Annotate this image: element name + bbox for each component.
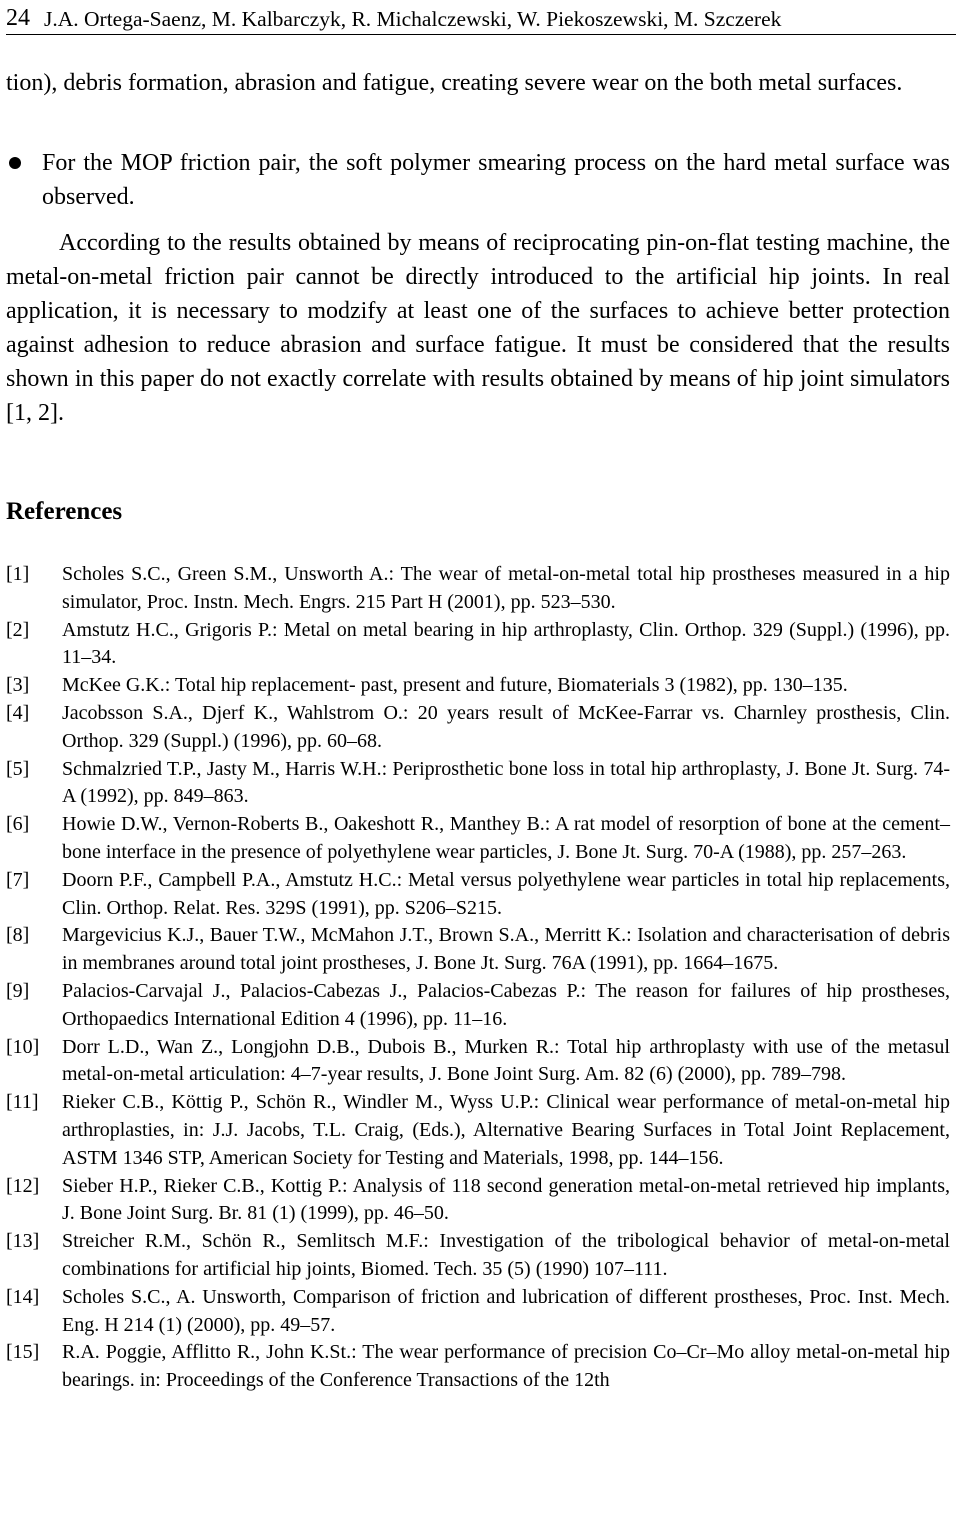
reference-item (6, 1173, 950, 1229)
reference-text: Doorn P.F., Campbell P.A., Amstutz H.C.: Metal versus polyethylene wear particles in total hip replacements, Clin. Orthop. Relat. Res. 329S (1991), pp. S206–S215. (62, 868, 950, 919)
reference-text: R.A. Poggie, Afflitto R., John K.St.: The wear performance of precision Co–Cr–Mo alloy metal-on-metal hip bearings. in: Proceedings of the Conference Transactions of the 12th (62, 1341, 950, 1392)
reference-item (6, 922, 950, 978)
reference-number: [10] (6, 1035, 40, 1058)
reference-text: Jacobsson S.A., Djerf K., Wahlstrom O.: 20 years result of McKee-Farrar vs. Charnley prosthesis, Clin. Orthop. 329 (Suppl.) (1996), pp. 60–68. (62, 701, 950, 752)
running-header (6, 4, 956, 35)
reference-item (6, 756, 950, 812)
reference-number: [12] (6, 1174, 40, 1197)
references-list (6, 561, 950, 1395)
reference-number: [4] (6, 701, 30, 724)
reference-number: [9] (6, 979, 30, 1002)
reference-number: [11] (6, 1091, 39, 1114)
bullet-icon (9, 157, 21, 169)
reference-item (6, 1339, 950, 1395)
reference-text: Margevicius K.J., Bauer T.W., McMahon J.T., Brown S.A., Merritt K.: Isolation and characterisation of debris in membranes around total joint prostheses, J. Bone Jt. Surg. 76A (1991), pp. 1664–1675. (62, 924, 950, 975)
reference-number: [7] (6, 868, 30, 891)
reference-number: [2] (6, 618, 30, 641)
reference-item (6, 811, 950, 867)
reference-item (6, 561, 950, 617)
reference-text: Schmalzried T.P., Jasty M., Harris W.H.: Periprosthetic bone loss in total hip arthroplasty, J. Bone Jt. Surg. 74-A (1992), pp. 849–863. (62, 757, 950, 808)
continuation-paragraph: tion), debris formation, abrasion and fatigue, creating severe wear on the both metal surfaces. (6, 70, 903, 96)
reference-item (6, 617, 950, 673)
reference-number: [6] (6, 813, 30, 836)
reference-item (6, 978, 950, 1034)
reference-number: [15] (6, 1341, 40, 1364)
conclusion-paragraph: According to the results obtained by means of reciprocating pin-on-flat testing machine, the metal-on-metal friction pair cannot be directly introduced to the artificial hip joints. In real application, it is necessary to modzify at least one of the surfaces to achieve better protection against adhesion to reduce abrasion and surface fatigue. It must be considered that the results shown in this paper do not exactly correlate with results obtained by means of hip joint simulators [1, 2]. (6, 230, 950, 426)
reference-item (6, 1228, 950, 1284)
reference-item (6, 867, 950, 923)
reference-text: McKee G.K.: Total hip replacement- past, present and future, Biomaterials 3 (1982), pp. 130–135. (62, 674, 848, 697)
reference-text: Sieber H.P., Rieker C.B., Kottig P.: Analysis of 118 second generation metal-on-metal retrieved hip implants, J. Bone Joint Surg. Br. 81 (1) (1999), pp. 46–50. (62, 1174, 950, 1225)
reference-number: [1] (6, 563, 30, 585)
reference-text: Amstutz H.C., Grigoris P.: Metal on metal bearing in hip arthroplasty, Clin. Orthop. 329 (Suppl.) (1996), pp. 11–34. (62, 618, 950, 669)
reference-number: [13] (6, 1230, 40, 1253)
reference-text: Scholes S.C., A. Unsworth, Comparison of friction and lubrication of different prostheses, Proc. Inst. Mech. Eng. H 214 (1) (2000), pp. 49–57. (62, 1285, 950, 1336)
reference-text: Dorr L.D., Wan Z., Longjohn D.B., Dubois B., Murken R.: Total hip arthroplasty with use of the metasul metal-on-metal articulation: 4–7-year results, J. Bone Joint Surg. Am. 82 (6) (2000), pp. 789–798. (62, 1035, 950, 1086)
reference-number: [14] (6, 1285, 40, 1308)
references-heading: References (6, 498, 123, 525)
reference-item (6, 672, 950, 700)
reference-text: Howie D.W., Vernon-Roberts B., Oakeshott R., Manthey B.: A rat model of resorption of bone at the cement–bone interface in the presence of polyethylene wear particles, J. Bone Jt. Surg. 70-A (1988), pp. 257–263. (62, 813, 950, 863)
page-number: 24 (6, 5, 30, 31)
reference-text: Scholes S.C., Green S.M., Unsworth A.: The wear of metal-on-metal total hip prostheses measured in a hip simulator, Proc. Instn. Mech. Engrs. 215 Part H (2001), pp. 523–530. (62, 563, 950, 613)
bullet-paragraph: For the MOP friction pair, the soft polymer smearing process on the hard metal surface was observed. (42, 150, 950, 210)
running-head-authors: J.A. Ortega-Saenz, M. Kalbarczyk, R. Michalczewski, W. Piekoszewski, M. Szczerek (44, 7, 782, 31)
reference-text: Streicher R.M., Schön R., Semlitsch M.F.: Investigation of the tribological behavior of metal-on-metal combinations for artificial hip joints, Biomed. Tech. 35 (5) (1990) 107–111. (62, 1230, 950, 1280)
reference-item (6, 1034, 950, 1090)
reference-number: [8] (6, 924, 30, 947)
reference-item (6, 1284, 950, 1340)
reference-number: [5] (6, 757, 30, 780)
reference-text: Palacios-Carvajal J., Palacios-Cabezas J., Palacios-Cabezas P.: The reason for failures of hip prostheses, Orthopaedics International Edition 4 (1996), pp. 11–16. (62, 979, 950, 1030)
reference-item (6, 1089, 950, 1172)
reference-item (6, 700, 950, 756)
reference-text: Rieker C.B., Köttig P., Schön R., Windler M., Wyss U.P.: Clinical wear performance of metal-on-metal hip arthroplasties, in: J.J. Jacobs, T.L. Craig, (Eds.), Alternative Bearing Surfaces in Total Joint Replacement, ASTM 1346 STP, American Society for Testing and Materials, 1998, pp. 144–156. (62, 1091, 950, 1169)
reference-number: [3] (6, 674, 30, 697)
